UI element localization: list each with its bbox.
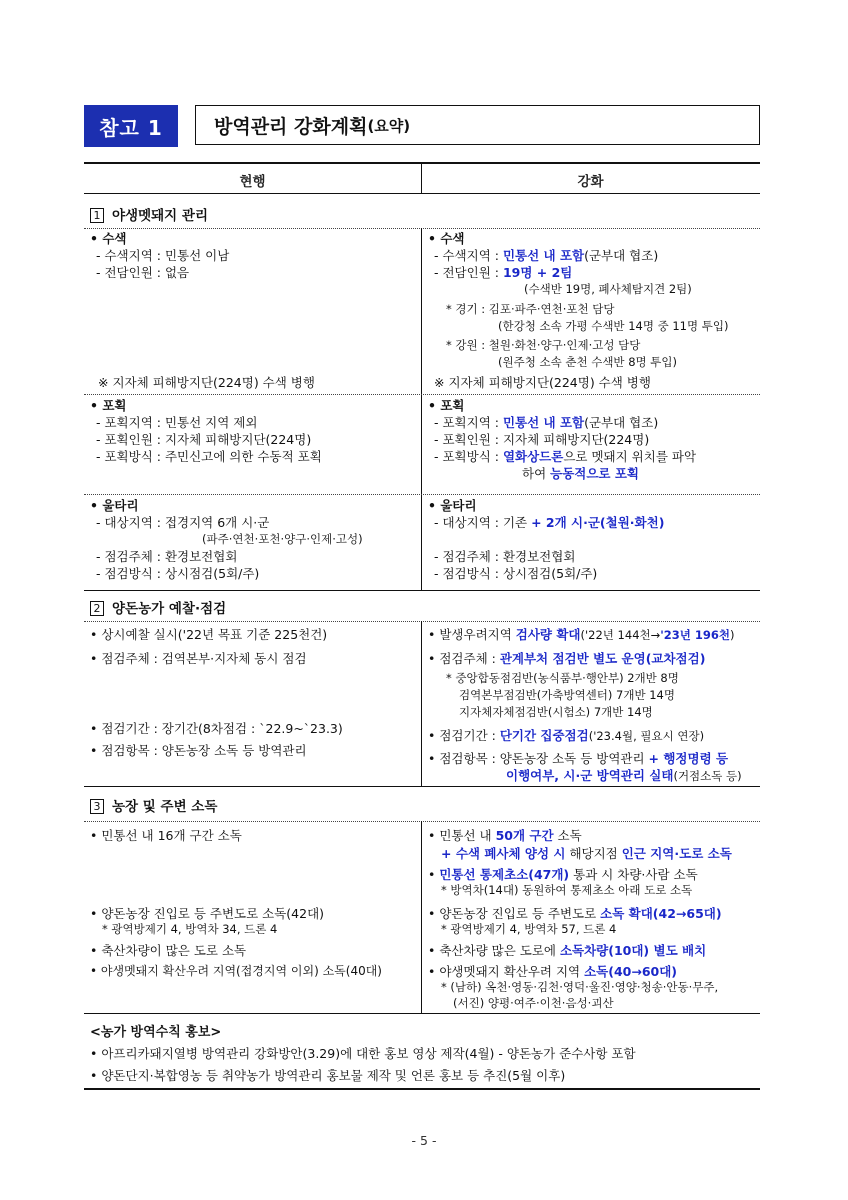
s3-enhanced-3-sub: * 광역방제기 4, 방역차 57, 드론 4 xyxy=(441,922,617,936)
reference-badge: 참고 1 xyxy=(84,105,178,147)
promo-item: • 아프리카돼지열병 방역관리 강화방안(3.29)에 대한 홍보 영상 제작(4월) - 양돈농가 준수사항 포함 xyxy=(90,1046,636,1061)
s2-enhanced-1: • 발생우려지역 검사량 확대('22년 144천→'23년 196천) xyxy=(428,627,735,642)
column-divider xyxy=(421,228,422,590)
page-number: - 5 - xyxy=(411,1133,437,1148)
s3-enhanced-5-sub2: (서진) 양평·여주·이천·음성·괴산 xyxy=(453,996,614,1010)
s3-enhanced-1: • 민통선 내 50개 구간 소독 xyxy=(428,828,582,843)
divider xyxy=(84,821,760,822)
section-divider xyxy=(84,786,760,787)
section-divider xyxy=(84,1013,760,1014)
s3-current-1: • 민통선 내 16개 구간 소독 xyxy=(90,828,242,843)
s3-enhanced-5: • 야생멧돼지 확산우려 지역 소독(40→60대) xyxy=(428,964,678,979)
table-bottom-border xyxy=(84,1088,760,1090)
s3-enhanced-3: • 양돈농장 진입로 등 주변도로 소독 확대(42→65대) xyxy=(428,906,722,921)
s3-current-4: • 야생멧돼지 확산우려 지역(접경지역 이외) 소독(40대) xyxy=(90,964,382,978)
s2-enhanced-4-cont: 이행여부, 시·군 방역관리 실태(거점소독 등) xyxy=(506,768,742,783)
s2-current-4: • 점검항목 : 양돈농장 소독 등 방역관리 xyxy=(90,743,307,758)
s3-current-2: • 양돈농장 진입로 등 주변도로 소독(42대) xyxy=(90,906,325,921)
s2-enhanced-2-sub2: 검역본부점검반(가축방역센터) 7개반 14명 xyxy=(459,688,675,702)
s3-enhanced-5-sub1: * (남하) 옥천·영동·김천·영덕·울진·영양·청송·안동·무주, xyxy=(441,980,719,994)
s2-enhanced-2-sub1: * 중앙합동점검반(농식품부·행안부) 2개반 8명 xyxy=(446,671,679,685)
s2-enhanced-2-sub3: 지자체자체점검반(시험소) 7개반 14명 xyxy=(459,705,653,719)
s2-enhanced-4: • 점검항목 : 양돈농장 소독 등 방역관리 + 행정명령 등 xyxy=(428,751,729,766)
enhanced-capture: • 포획 - 포획지역 : 민통선 내 포함(군부대 협조) - 포획인원 : 지자체 피해방지단(224명) - 포획방식 : 열화상드론으로 멧돼지 위치를 파악 하여 능동적으로 포획 xyxy=(428,398,697,481)
current-search-note: ※ 지자체 피해방지단(224명) 수색 병행 xyxy=(98,375,315,390)
section-3-title: 3 농장 및 주변 소독 xyxy=(90,795,217,815)
current-search: • 수색 - 수색지역 : 민통선 이남 - 전담인원 : 없음 xyxy=(90,231,230,280)
s3-enhanced-2-sub: * 방역차(14대) 동원하여 통제초소 아래 도로 소독 xyxy=(441,883,693,897)
column-divider xyxy=(421,821,422,1013)
enhanced-search: • 수색 - 수색지역 : 민통선 내 포함(군부대 협조) - 전담인원 : 19명 + 2팀 (수색반 19명, 폐사체탐지견 2팀) * 경기 : 김포·파주·연천·포천 담당 (한강청 소속 가평 수색반 14명 중 11명 투입) * 강원 : 철원·화천·양구·인제·고성 담당 (원주청 소속 춘천 수색반 8명 투입) xyxy=(428,231,729,369)
column-header-current: 현행 xyxy=(239,174,266,190)
s2-enhanced-2: • 점검주체 : 관계부처 점검반 별도 운영(교차점검) xyxy=(428,651,706,666)
enhanced-fence: • 울타리 - 대상지역 : 기존 + 2개 시·군(철원·화천) - 점검주체 : 환경보전협회 - 점검방식 : 상시점검(5회/주) xyxy=(428,498,665,581)
s2-current-2: • 점검주체 : 검역본부·지자체 동시 점검 xyxy=(90,651,307,666)
promo-item: • 양돈단지·복합영농 등 취약농가 방역관리 홍보물 제작 및 언론 홍보 등 추진(5월 이후) xyxy=(90,1068,566,1083)
title-suffix: (요약) xyxy=(367,116,411,135)
s2-enhanced-3: • 점검기간 : 단기간 집중점검('23.4월, 필요시 연장) xyxy=(428,728,705,743)
s3-enhanced-4: • 축산차량 많은 도로에 소독차량(10대) 별도 배치 xyxy=(428,943,707,958)
s3-enhanced-1-cont: + 수색 폐사체 양성 시 해당지점 인근 지역·도로 소독 xyxy=(441,846,732,861)
header-bottom-border xyxy=(84,193,760,194)
s3-current-3: • 축산차량이 많은 도로 소독 xyxy=(90,943,247,958)
divider xyxy=(84,494,760,495)
page-title xyxy=(195,105,760,145)
s2-current-1: • 상시예찰 실시('22년 목표 기준 225천건) xyxy=(90,627,328,642)
s2-current-3: • 점검기간 : 장기간(8차점검 : `22.9~`23.3) xyxy=(90,721,343,736)
table-top-border xyxy=(84,162,760,164)
column-divider xyxy=(421,621,422,786)
current-capture: • 포획 - 포획지역 : 민통선 지역 제외 - 포획인원 : 지자체 피해방지단(224명) - 포획방식 : 주민신고에 의한 수동적 포획 xyxy=(90,398,322,464)
divider xyxy=(84,621,760,622)
title-text: 방역관리 강화계획 xyxy=(214,115,368,138)
current-fence: • 울타리 - 대상지역 : 접경지역 6개 시·군 (파주·연천·포천·양구·인제·고성) - 점검주체 : 환경보전협회 - 점검방식 : 상시점검(5회/주) xyxy=(90,498,363,581)
section-2-title: 2 양돈농가 예찰·점검 xyxy=(90,597,226,617)
column-header-enhanced: 강화 xyxy=(577,174,604,190)
section-divider xyxy=(84,590,760,591)
divider xyxy=(84,394,760,395)
s3-current-2-sub: * 광역방제기 4, 방역차 34, 드론 4 xyxy=(102,922,278,936)
promo-title: <농가 방역수칙 홍보> xyxy=(90,1025,222,1040)
divider xyxy=(84,228,760,229)
section-1-title: 1 야생멧돼지 관리 xyxy=(90,204,208,224)
s3-enhanced-2: • 민통선 통제초소(47개) 통과 시 차량·사람 소독 xyxy=(428,867,698,882)
enhanced-search-note: ※ 지자체 피해방지단(224명) 수색 병행 xyxy=(434,375,651,390)
